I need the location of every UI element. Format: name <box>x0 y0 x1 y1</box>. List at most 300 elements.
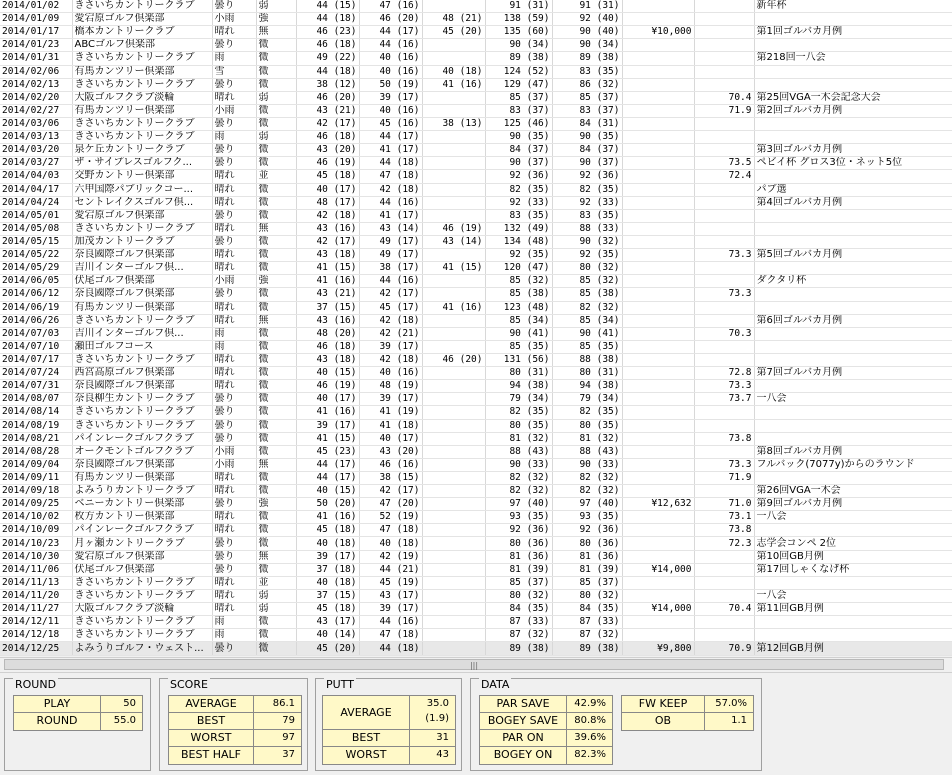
date-cell: 2014/07/17 <box>0 353 72 366</box>
note-cell <box>754 380 952 393</box>
weather-cell: 晴れ <box>212 26 256 39</box>
date-cell: 2014/04/17 <box>0 183 72 196</box>
total-score-cell: 132 (49) <box>485 222 552 235</box>
fee-cell <box>622 367 694 380</box>
course-cell: 奈良國際ゴルフ倶楽部 <box>72 458 212 471</box>
wind-cell: 微 <box>256 445 296 458</box>
scrollbar-thumb[interactable] <box>4 659 944 670</box>
table-row[interactable] <box>0 65 952 78</box>
extra-score-cell <box>422 589 485 602</box>
table-row[interactable] <box>0 589 952 602</box>
fee-cell <box>622 235 694 248</box>
fee-cell <box>622 445 694 458</box>
table-row[interactable] <box>0 275 952 288</box>
out-score-cell: 43 (21) <box>296 104 359 117</box>
extra-score-cell <box>422 367 485 380</box>
course-rating-cell: 73.8 <box>694 432 754 445</box>
score-18-cell: 90 (32) <box>552 235 622 248</box>
in-score-cell: 48 (19) <box>359 380 422 393</box>
wind-cell: 微 <box>256 117 296 130</box>
table-row[interactable] <box>0 104 952 117</box>
total-score-cell: 93 (35) <box>485 511 552 524</box>
out-score-cell: 46 (18) <box>296 340 359 353</box>
round-label: ROUND <box>14 713 101 730</box>
note-cell <box>754 406 952 419</box>
fee-cell <box>622 537 694 550</box>
date-cell: 2014/01/17 <box>0 26 72 39</box>
in-score-cell: 42 (18) <box>359 183 422 196</box>
in-score-cell: 41 (17) <box>359 144 422 157</box>
score-best-label: BEST <box>169 713 254 729</box>
in-score-cell: 47 (18) <box>359 170 422 183</box>
table-row[interactable] <box>0 432 952 445</box>
score-18-cell: 83 (37) <box>552 104 622 117</box>
wind-cell: 微 <box>256 393 296 406</box>
table-row[interactable] <box>0 537 952 550</box>
course-rating-cell <box>694 183 754 196</box>
weather-cell: 晴れ <box>212 485 256 498</box>
total-score-cell: 131 (56) <box>485 353 552 366</box>
fee-cell <box>622 458 694 471</box>
extra-score-cell <box>422 393 485 406</box>
weather-cell: 晴れ <box>212 576 256 589</box>
score-18-cell: 81 (32) <box>552 432 622 445</box>
total-score-cell: 80 (36) <box>485 537 552 550</box>
note-cell <box>754 13 952 26</box>
bogey-save-label: BOGEY SAVE <box>480 713 567 729</box>
table-row[interactable] <box>0 616 952 629</box>
course-cell: 吉川インターゴルフ倶... <box>72 262 212 275</box>
score-18-cell: 80 (31) <box>552 367 622 380</box>
fee-cell <box>622 511 694 524</box>
score-best-half-value: 37 <box>282 749 295 760</box>
weather-cell: 雨 <box>212 616 256 629</box>
fee-cell: ¥10,000 <box>622 26 694 39</box>
note-cell: 一八会 <box>754 393 952 406</box>
course-cell: きさいちカントリークラブ <box>72 222 212 235</box>
course-cell: 大阪ゴルフクラブ淡輪 <box>72 603 212 616</box>
score-18-cell: 84 (37) <box>552 144 622 157</box>
date-cell: 2014/05/08 <box>0 222 72 235</box>
table-row[interactable] <box>0 235 952 248</box>
wind-cell: 微 <box>256 432 296 445</box>
total-score-cell: 84 (35) <box>485 603 552 616</box>
score-18-cell: 82 (32) <box>552 301 622 314</box>
table-row[interactable] <box>0 301 952 314</box>
date-cell: 2014/09/04 <box>0 458 72 471</box>
note-cell <box>754 616 952 629</box>
table-row[interactable] <box>0 563 952 576</box>
course-rating-cell: 73.8 <box>694 524 754 537</box>
note-cell: 第10回GB月例 <box>754 550 952 563</box>
out-score-cell: 48 (17) <box>296 196 359 209</box>
course-cell: 大阪ゴルフクラブ淡輪 <box>72 91 212 104</box>
course-rating-cell <box>694 576 754 589</box>
score-18-cell: 90 (34) <box>552 39 622 52</box>
table-row[interactable] <box>0 26 952 39</box>
score-worst-value: 97 <box>282 732 295 743</box>
weather-cell: 小雨 <box>212 458 256 471</box>
course-rating-cell <box>694 629 754 642</box>
total-score-cell: 80 (31) <box>485 367 552 380</box>
course-cell: 有馬カンツリー倶楽部 <box>72 65 212 78</box>
date-cell: 2014/05/15 <box>0 235 72 248</box>
note-cell: ダクタリ杯 <box>754 275 952 288</box>
score-18-cell: 89 (38) <box>552 642 622 656</box>
out-score-cell: 50 (20) <box>296 498 359 511</box>
table-row[interactable] <box>0 170 952 183</box>
date-cell: 2014/08/21 <box>0 432 72 445</box>
out-score-cell: 40 (18) <box>296 537 359 550</box>
total-score-cell: 90 (34) <box>485 39 552 52</box>
course-rating-cell <box>694 275 754 288</box>
course-rating-cell: 73.1 <box>694 511 754 524</box>
table-row[interactable] <box>0 209 952 222</box>
course-rating-cell <box>694 340 754 353</box>
weather-cell: 曇り <box>212 550 256 563</box>
total-score-cell: 88 (43) <box>485 445 552 458</box>
in-score-cell: 40 (16) <box>359 367 422 380</box>
extra-score-cell <box>422 340 485 353</box>
date-cell: 2014/02/20 <box>0 91 72 104</box>
wind-cell: 微 <box>256 419 296 432</box>
in-score-cell: 47 (16) <box>359 0 422 13</box>
total-score-cell: 92 (36) <box>485 524 552 537</box>
date-cell: 2014/01/31 <box>0 52 72 65</box>
score-18-cell: 82 (32) <box>552 485 622 498</box>
in-score-cell: 45 (16) <box>359 117 422 130</box>
score-best-half-label: BEST HALF <box>169 747 254 764</box>
table-row[interactable] <box>0 52 952 65</box>
table-row[interactable] <box>0 249 952 262</box>
fee-cell <box>622 576 694 589</box>
course-cell: 泉ケ丘カントリークラブ <box>72 144 212 157</box>
wind-cell: 無 <box>256 550 296 563</box>
out-score-cell: 41 (16) <box>296 511 359 524</box>
table-row[interactable] <box>0 39 952 52</box>
score-18-cell: 85 (35) <box>552 340 622 353</box>
wind-cell: 微 <box>256 209 296 222</box>
wind-cell: 微 <box>256 616 296 629</box>
table-row[interactable] <box>0 642 952 656</box>
table-row[interactable] <box>0 183 952 196</box>
wind-cell: 微 <box>256 471 296 484</box>
course-rating-cell <box>694 353 754 366</box>
note-cell: 第218回一八会 <box>754 52 952 65</box>
out-score-cell: 42 (18) <box>296 209 359 222</box>
score-18-cell: 93 (35) <box>552 511 622 524</box>
date-cell: 2014/12/25 <box>0 642 72 656</box>
in-score-cell: 39 (17) <box>359 603 422 616</box>
course-rating-cell <box>694 26 754 39</box>
table-row[interactable] <box>0 458 952 471</box>
course-cell: ABCゴルフ倶楽部 <box>72 39 212 52</box>
note-cell: 一八会 <box>754 511 952 524</box>
out-score-cell: 37 (15) <box>296 589 359 602</box>
course-rating-cell: 73.7 <box>694 393 754 406</box>
weather-cell: 曇り <box>212 498 256 511</box>
note-cell: 第3回ゴルバカ月例 <box>754 144 952 157</box>
note-cell <box>754 419 952 432</box>
note-cell <box>754 262 952 275</box>
table-row[interactable] <box>0 196 952 209</box>
play-label: PLAY <box>14 696 101 712</box>
out-score-cell: 44 (15) <box>296 0 359 13</box>
extra-score-cell <box>422 275 485 288</box>
table-row[interactable] <box>0 498 952 511</box>
date-cell: 2014/02/27 <box>0 104 72 117</box>
extra-score-cell <box>422 406 485 419</box>
weather-cell: 晴れ <box>212 262 256 275</box>
in-score-cell: 44 (16) <box>359 39 422 52</box>
score-18-cell: 79 (34) <box>552 393 622 406</box>
table-row[interactable] <box>0 629 952 642</box>
extra-score-cell <box>422 471 485 484</box>
total-score-cell: 85 (37) <box>485 576 552 589</box>
date-cell: 2014/07/24 <box>0 367 72 380</box>
note-cell: 第2回ゴルバカ月例 <box>754 104 952 117</box>
score-18-cell: 90 (40) <box>552 26 622 39</box>
putt-average-label: AVERAGE <box>323 696 410 729</box>
table-row[interactable] <box>0 550 952 563</box>
total-score-cell: 90 (35) <box>485 131 552 144</box>
table-row[interactable] <box>0 576 952 589</box>
table-row[interactable] <box>0 380 952 393</box>
extra-score-cell: 40 (18) <box>422 65 485 78</box>
fee-cell <box>622 314 694 327</box>
date-cell: 2014/01/02 <box>0 0 72 13</box>
date-cell: 2014/03/27 <box>0 157 72 170</box>
weather-cell: 小雨 <box>212 13 256 26</box>
total-score-cell: 94 (38) <box>485 380 552 393</box>
course-rating-cell: 73.5 <box>694 157 754 170</box>
course-cell: 奈良國際ゴルフ倶楽部 <box>72 249 212 262</box>
score-18-cell: 83 (35) <box>552 209 622 222</box>
date-cell: 2014/06/19 <box>0 301 72 314</box>
table-row[interactable] <box>0 117 952 130</box>
extra-score-cell <box>422 576 485 589</box>
score-18-cell: 85 (38) <box>552 288 622 301</box>
wind-cell: 微 <box>256 288 296 301</box>
total-score-cell: 92 (35) <box>485 249 552 262</box>
extra-score-cell <box>422 498 485 511</box>
course-cell: きさいちカントリークラブ <box>72 78 212 91</box>
course-cell: 奈良國際ゴルフ倶楽部 <box>72 288 212 301</box>
table-row[interactable] <box>0 367 952 380</box>
table-row[interactable] <box>0 419 952 432</box>
in-score-cell: 40 (16) <box>359 52 422 65</box>
horizontal-scrollbar[interactable] <box>0 657 952 673</box>
out-score-cell: 46 (19) <box>296 157 359 170</box>
course-cell: 橋本カントリークラブ <box>72 26 212 39</box>
extra-score-cell <box>422 144 485 157</box>
wind-cell: 微 <box>256 353 296 366</box>
wind-cell: 微 <box>256 340 296 353</box>
note-cell <box>754 78 952 91</box>
table-row[interactable] <box>0 406 952 419</box>
wind-cell: 微 <box>256 262 296 275</box>
table-row[interactable] <box>0 91 952 104</box>
total-score-cell: 85 (32) <box>485 275 552 288</box>
wind-cell: 無 <box>256 222 296 235</box>
course-cell: ザ・サイプレスゴルフク... <box>72 157 212 170</box>
score-18-cell: 90 (35) <box>552 131 622 144</box>
fee-cell <box>622 275 694 288</box>
fee-cell: ¥14,000 <box>622 563 694 576</box>
in-score-cell: 49 (17) <box>359 235 422 248</box>
table-row[interactable] <box>0 393 952 406</box>
course-cell: きさいちカントリークラブ <box>72 629 212 642</box>
wind-cell: 弱 <box>256 131 296 144</box>
weather-cell: 曇り <box>212 537 256 550</box>
course-rating-cell <box>694 563 754 576</box>
extra-score-cell <box>422 314 485 327</box>
course-rating-cell <box>694 65 754 78</box>
putt-average-value: 35.0 <box>426 698 449 709</box>
weather-cell: 晴れ <box>212 603 256 616</box>
note-cell <box>754 235 952 248</box>
total-score-cell: 79 (34) <box>485 393 552 406</box>
weather-cell: 晴れ <box>212 183 256 196</box>
table-row[interactable] <box>0 78 952 91</box>
weather-cell: 曇り <box>212 157 256 170</box>
wind-cell: 強 <box>256 498 296 511</box>
fee-cell <box>622 301 694 314</box>
table-row[interactable] <box>0 131 952 144</box>
table-row[interactable] <box>0 471 952 484</box>
fee-cell <box>622 91 694 104</box>
date-cell: 2014/09/18 <box>0 485 72 498</box>
total-score-cell: 85 (34) <box>485 314 552 327</box>
out-score-cell: 41 (16) <box>296 275 359 288</box>
course-cell: 奈良國際ゴルフ倶楽部 <box>72 380 212 393</box>
course-cell: きさいちカントリークラブ <box>72 353 212 366</box>
table-row[interactable] <box>0 485 952 498</box>
table-row[interactable] <box>0 0 952 13</box>
extra-score-cell <box>422 249 485 262</box>
table-row[interactable] <box>0 13 952 26</box>
table-row[interactable] <box>0 340 952 353</box>
table-row[interactable] <box>0 262 952 275</box>
table-row[interactable] <box>0 157 952 170</box>
fee-cell <box>622 209 694 222</box>
round-group-title: ROUND <box>15 678 57 691</box>
table-row[interactable] <box>0 144 952 157</box>
date-cell: 2014/11/20 <box>0 589 72 602</box>
weather-cell: 雨 <box>212 52 256 65</box>
total-score-cell: 85 (38) <box>485 288 552 301</box>
weather-cell: 晴れ <box>212 222 256 235</box>
wind-cell: 微 <box>256 157 296 170</box>
course-rating-cell <box>694 235 754 248</box>
score-group <box>159 678 308 771</box>
course-cell: 西宮高原ゴルフ倶楽部 <box>72 367 212 380</box>
course-cell: きさいちカントリークラブ <box>72 576 212 589</box>
in-score-cell: 41 (18) <box>359 419 422 432</box>
wind-cell: 微 <box>256 196 296 209</box>
date-cell: 2014/08/19 <box>0 419 72 432</box>
table-row[interactable] <box>0 314 952 327</box>
table-row[interactable] <box>0 524 952 537</box>
date-cell: 2014/10/30 <box>0 550 72 563</box>
date-cell: 2014/01/09 <box>0 13 72 26</box>
wind-cell: 並 <box>256 170 296 183</box>
course-rating-cell: 71.9 <box>694 471 754 484</box>
table-row[interactable] <box>0 445 952 458</box>
extra-score-cell: 41 (16) <box>422 301 485 314</box>
date-cell: 2014/07/31 <box>0 380 72 393</box>
table-row[interactable] <box>0 288 952 301</box>
in-score-cell: 40 (16) <box>359 104 422 117</box>
wind-cell: 微 <box>256 235 296 248</box>
weather-cell: 曇り <box>212 209 256 222</box>
table-row[interactable] <box>0 353 952 366</box>
score-18-cell: 85 (32) <box>552 275 622 288</box>
note-cell <box>754 353 952 366</box>
extra-score-cell <box>422 170 485 183</box>
course-rating-cell <box>694 39 754 52</box>
out-score-cell: 46 (20) <box>296 91 359 104</box>
note-cell: 第1回ゴルバカ月例 <box>754 26 952 39</box>
total-score-cell: 135 (60) <box>485 26 552 39</box>
in-score-cell: 39 (17) <box>359 393 422 406</box>
fee-cell <box>622 170 694 183</box>
fee-cell <box>622 353 694 366</box>
data-group-title: DATA <box>481 678 510 691</box>
in-score-cell: 45 (17) <box>359 301 422 314</box>
in-score-cell: 39 (17) <box>359 91 422 104</box>
out-score-cell: 40 (17) <box>296 393 359 406</box>
date-cell: 2014/11/27 <box>0 603 72 616</box>
course-cell: パインレークゴルフクラブ <box>72 432 212 445</box>
date-cell: 2014/08/28 <box>0 445 72 458</box>
course-rating-cell <box>694 78 754 91</box>
total-score-cell: 84 (37) <box>485 144 552 157</box>
course-cell: 枚方カントリー倶楽部 <box>72 511 212 524</box>
score-worst-label: WORST <box>169 730 254 746</box>
score-group-title: SCORE <box>170 678 208 691</box>
fee-cell <box>622 0 694 13</box>
date-cell: 2014/01/23 <box>0 39 72 52</box>
fee-cell <box>622 249 694 262</box>
total-score-cell: 90 (33) <box>485 458 552 471</box>
score-18-cell: 85 (34) <box>552 314 622 327</box>
data-box-left <box>479 695 613 765</box>
table-row[interactable] <box>0 511 952 524</box>
out-score-cell: 43 (21) <box>296 288 359 301</box>
course-rating-cell <box>694 301 754 314</box>
out-score-cell: 37 (18) <box>296 563 359 576</box>
table-row[interactable] <box>0 603 952 616</box>
table-row[interactable] <box>0 222 952 235</box>
extra-score-cell: 38 (13) <box>422 117 485 130</box>
course-cell: ベニーカントリー倶楽部 <box>72 498 212 511</box>
course-cell: 愛宕原ゴルフ倶楽部 <box>72 550 212 563</box>
weather-cell: 晴れ <box>212 91 256 104</box>
course-cell: 有馬カンツリー倶楽部 <box>72 471 212 484</box>
course-rating-cell: 72.4 <box>694 170 754 183</box>
out-score-cell: 37 (15) <box>296 301 359 314</box>
extra-score-cell <box>422 91 485 104</box>
weather-cell: 晴れ <box>212 249 256 262</box>
course-cell: 吉川インターゴルフ倶... <box>72 327 212 340</box>
fee-cell <box>622 471 694 484</box>
in-score-cell: 44 (16) <box>359 196 422 209</box>
table-row[interactable] <box>0 327 952 340</box>
weather-cell: 曇り <box>212 78 256 91</box>
wind-cell: 微 <box>256 380 296 393</box>
fee-cell <box>622 196 694 209</box>
